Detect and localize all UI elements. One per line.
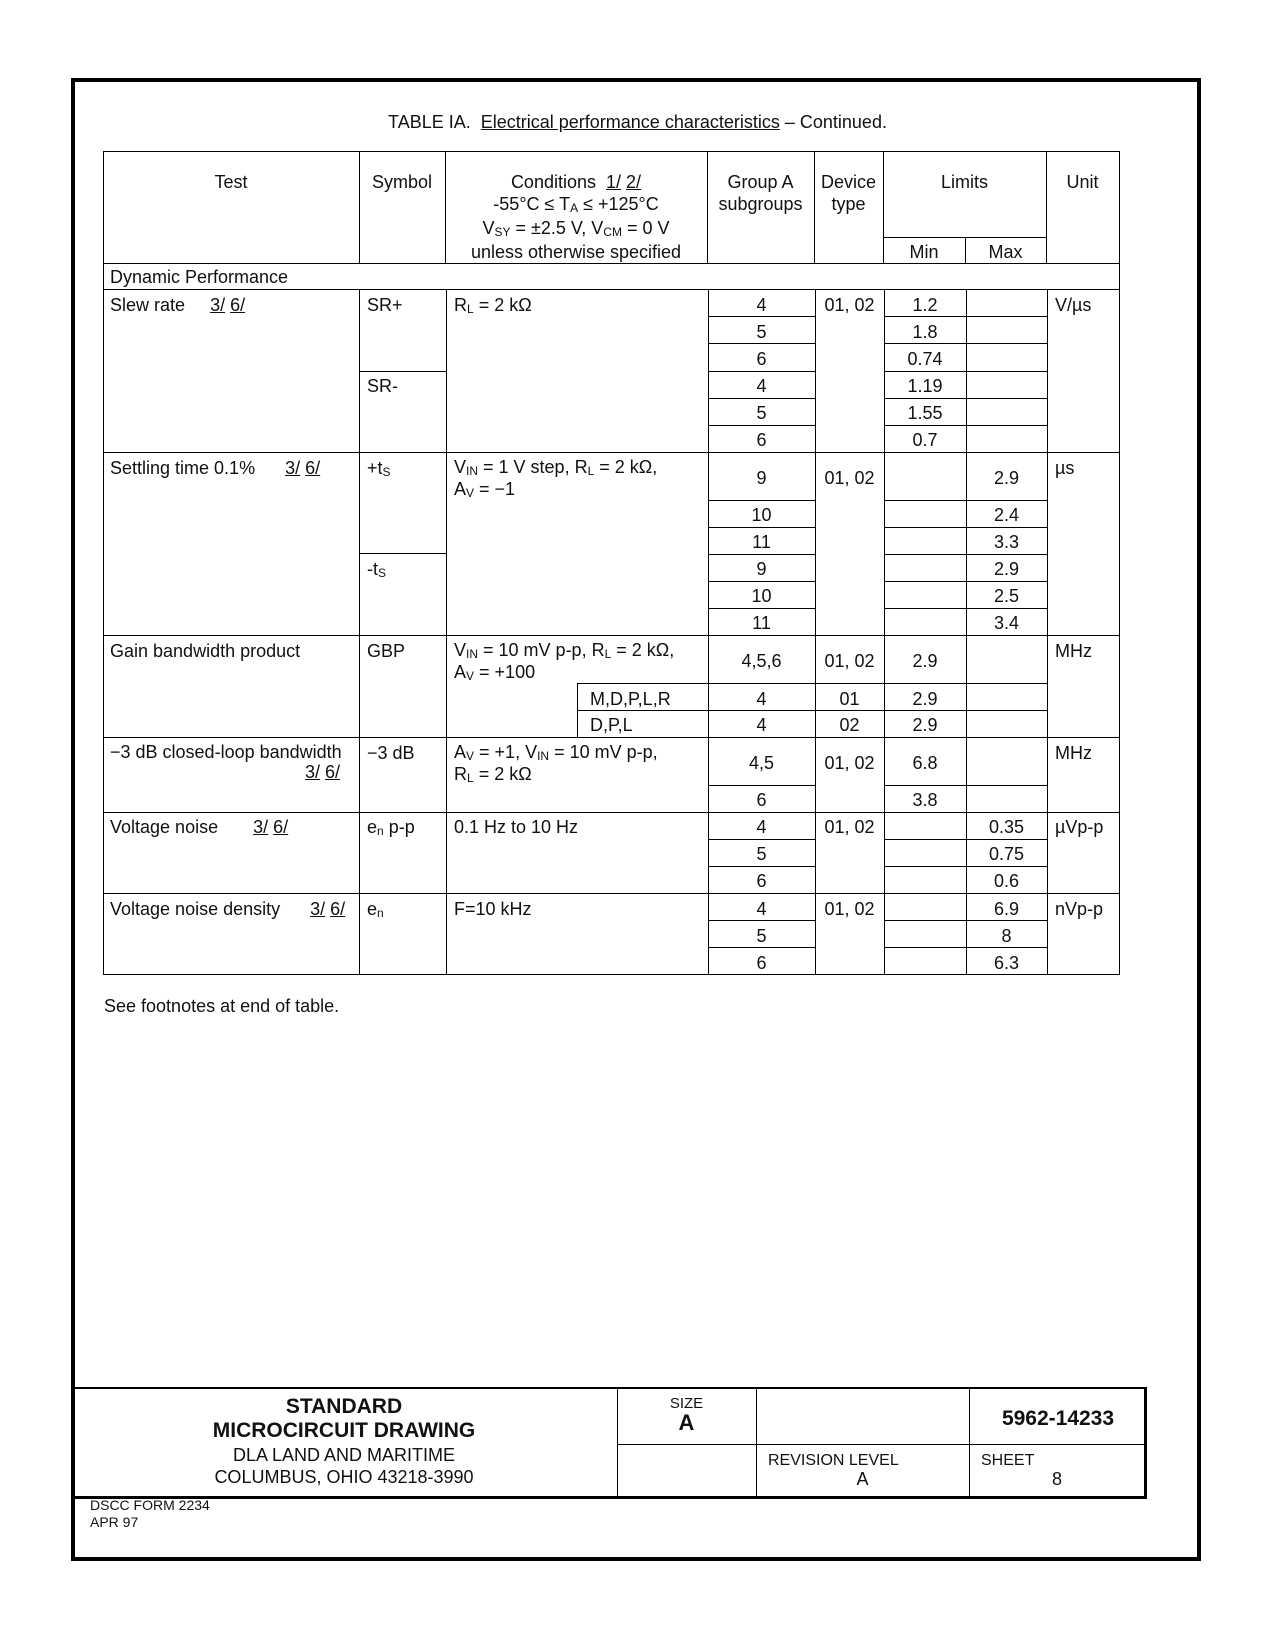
cell-min: 1.2 <box>912 295 938 315</box>
revision-value: A <box>856 1469 869 1489</box>
cell-group: 4 <box>756 899 767 919</box>
cell-group: 10 <box>751 505 772 525</box>
cell-group: 4,5 <box>748 753 775 773</box>
cell-max: 2.5 <box>993 586 1020 606</box>
cell-min: 2.9 <box>912 715 938 735</box>
header-min: Min <box>909 242 939 262</box>
test-slew-rate: Slew rate 3/ 6/ <box>110 295 246 315</box>
sheet-value: 8 <box>1052 1469 1063 1489</box>
cell-unit: µVp-p <box>1055 817 1104 837</box>
cell-group: 9 <box>756 559 767 579</box>
cell-max: 0.75 <box>988 844 1025 864</box>
cell-device: 01, 02 <box>824 753 875 773</box>
subcond-dpl: D,P,L <box>590 715 633 735</box>
cell-max: 3.4 <box>993 613 1020 633</box>
test-voltage-noise-density: Voltage noise density 3/ 6/ <box>110 899 346 919</box>
cell-max: 8 <box>1001 926 1012 946</box>
cell-group: 5 <box>756 926 767 946</box>
cell-group: 10 <box>751 586 772 606</box>
cell-min: 2.9 <box>912 689 938 709</box>
cell-group: 11 <box>752 532 771 552</box>
cell-min: 2.9 <box>912 651 938 671</box>
cell-group: 5 <box>756 322 767 342</box>
cell-unit: nVp-p <box>1055 899 1104 919</box>
cell-device: 01, 02 <box>824 817 875 837</box>
test-settling-time: Settling time 0.1% 3/ 6/ <box>110 458 321 478</box>
cell-max: 0.6 <box>993 871 1020 891</box>
cell-group: 4,5,6 <box>741 651 782 671</box>
cell-group: 6 <box>756 790 767 810</box>
cell-group: 6 <box>756 871 767 891</box>
cell-device: 01, 02 <box>824 295 875 315</box>
cell-device: 01 <box>839 689 860 709</box>
cell-min: 1.55 <box>907 403 943 423</box>
cell-unit: MHz <box>1055 641 1092 661</box>
symbol-sr-minus: SR- <box>367 376 398 396</box>
cell-unit: µs <box>1055 458 1075 478</box>
cell-max: 6.3 <box>993 953 1020 973</box>
cell-device: 02 <box>839 715 860 735</box>
cell-unit: V/µs <box>1055 295 1092 315</box>
header-conditions: Conditions 1/ 2/ $-55^\circ C \le T_A \le +125^\circ C$ $V_{SY} = \pm 2.5$ V, $V_{CM} = 0$ V unless otherwise specified <box>470 172 682 262</box>
cell-max: 6.9 <box>993 899 1020 919</box>
cell-device: 01, 02 <box>824 651 875 671</box>
conditions-vn: 0.1 Hz to 10 Hz <box>454 817 579 837</box>
cell-min: 3.8 <box>912 790 938 810</box>
size-value: A <box>678 1410 695 1435</box>
symbol-en: $e_n$ <box>367 899 384 920</box>
table-caption: TABLE IA. Electrical performance characteristics – Continued. <box>388 112 887 132</box>
cell-max: 2.9 <box>993 468 1020 488</box>
conditions-settling: $V_{IN} = 1$ V step, $R_L = 2$ kΩ, $A_V = -1$ <box>454 457 658 500</box>
footnote-reference: See footnotes at end of table. <box>104 996 340 1016</box>
cell-min: 1.19 <box>907 376 943 396</box>
section-dynamic-performance: Dynamic Performance <box>110 267 289 287</box>
form-identifier: DSCC FORM 2234 APR 97 <box>90 1497 210 1530</box>
symbol-gbp: GBP <box>367 641 406 661</box>
cell-max: 3.3 <box>993 532 1020 552</box>
header-test: Test <box>214 172 248 192</box>
cell-max: 2.9 <box>993 559 1020 579</box>
cell-group: 6 <box>756 953 767 973</box>
cell-device: 01, 02 <box>824 468 875 488</box>
header-limits: Limits <box>940 172 988 192</box>
test-voltage-noise: Voltage noise 3/ 6/ <box>110 817 289 837</box>
symbol-3db: −3 dB <box>367 743 415 763</box>
conditions-gbp: $V_{IN} = 10$ mV p-p, $R_L = 2$ kΩ, $A_V = +100$ <box>454 640 675 683</box>
conditions-3db: $A_V = +1$, $V_{IN} = 10$ mV p-p, $R_L = 2$ kΩ <box>454 742 658 785</box>
cell-min: 0.74 <box>907 349 943 369</box>
header-group-a: Group A subgroups <box>718 172 803 214</box>
conditions-vnd: F=10 kHz <box>454 899 532 919</box>
header-symbol: Symbol <box>371 172 433 192</box>
cell-max: 2.4 <box>993 505 1020 525</box>
cell-group: 9 <box>756 468 767 488</box>
cell-min: 0.7 <box>912 430 938 450</box>
size-label: SIZE <box>669 1395 704 1412</box>
subcond-mdplr: M,D,P,L,R <box>590 689 671 709</box>
cell-group: 5 <box>756 403 767 423</box>
test-3db-bandwidth: −3 dB closed-loop bandwidth 3/ 6/ <box>110 742 342 782</box>
cell-group: 4 <box>756 295 767 315</box>
cell-group: 4 <box>756 376 767 396</box>
symbol-sr-plus: SR+ <box>367 295 403 315</box>
cell-unit: MHz <box>1055 743 1092 763</box>
cell-min: 1.8 <box>912 322 938 342</box>
cell-group: 4 <box>756 817 767 837</box>
test-gbp: Gain bandwidth product <box>110 641 301 661</box>
header-max: Max <box>988 242 1023 262</box>
cell-group: 6 <box>756 430 767 450</box>
header-device-type: Device type <box>820 172 877 214</box>
cell-min: 6.8 <box>912 753 938 773</box>
sheet-label: SHEET <box>981 1452 1035 1469</box>
cell-group: 6 <box>756 349 767 369</box>
symbol-ts-plus: $+t_S$ <box>367 458 391 479</box>
cell-max: 0.35 <box>988 817 1025 837</box>
conditions-slew: $R_L = 2$ kΩ <box>454 295 532 316</box>
symbol-ts-minus: $-t_S$ <box>367 559 387 580</box>
cell-device: 01, 02 <box>824 899 875 919</box>
cell-group: 11 <box>752 613 771 633</box>
revision-label: REVISION LEVEL <box>768 1452 899 1469</box>
document-number: 5962-14233 <box>1001 1407 1115 1430</box>
agency-address: DLA LAND AND MARITIME COLUMBUS, OHIO 43218-3990 <box>214 1445 474 1487</box>
header-unit: Unit <box>1066 172 1099 192</box>
standard-heading: STANDARD MICROCIRCUIT DRAWING <box>212 1395 476 1442</box>
cell-group: 4 <box>756 689 767 709</box>
symbol-en-pp: $e_n$ p-p <box>367 817 415 838</box>
cell-group: 4 <box>756 715 767 735</box>
cell-group: 5 <box>756 844 767 864</box>
